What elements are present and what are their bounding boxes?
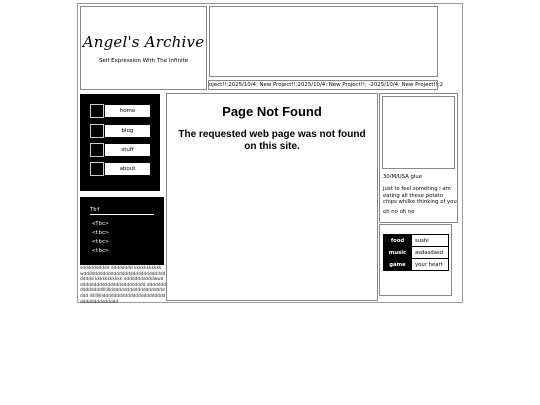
profile-photo <box>382 96 455 169</box>
square-icon <box>90 124 104 138</box>
square-icon <box>90 162 104 176</box>
table-row <box>384 259 449 271</box>
error-message: The requested web page was not found on this site. <box>178 129 366 152</box>
tbc-link[interactable]: <tbc> <box>92 248 109 254</box>
scrawl-text: sdddddddddd dddddddd kkkkkkkkkkk wddddddddddddddddddddddddddddddddddd kkkkkkkkkkk dddddddddddwwddddddddddddddddddddddddd dddddddddddddddlllllllddddddddddddddddddddddd lllllllllllddddddddddddddddddddddddddddddddddddd <box>80 266 166 305</box>
tbc-link[interactable]: <tbc> <box>92 230 109 236</box>
banner-area <box>209 6 438 77</box>
nav-item-stuff[interactable] <box>90 143 151 157</box>
fav-key: music <box>384 247 412 259</box>
tbc-link[interactable]: <tbc> <box>92 239 109 245</box>
news-marquee <box>208 80 444 90</box>
site-title: Angel's Archive <box>82 33 205 51</box>
table-row <box>384 247 449 259</box>
favorites-table <box>383 234 449 271</box>
table-row <box>384 235 449 247</box>
nav-label: about <box>104 162 151 176</box>
tbc-link[interactable]: <Tbc> <box>92 221 109 227</box>
fav-key: game <box>384 259 412 271</box>
nav-label: stuff <box>104 143 151 157</box>
fav-value: your heart <box>412 259 449 271</box>
sidebar-nav <box>80 94 160 191</box>
nav-label: home <box>104 104 151 118</box>
profile-bio: just to feel someting i am eating all these potato chips whilke thinking of you <box>383 186 457 205</box>
nav-item-blog[interactable] <box>90 124 151 138</box>
main-content <box>166 93 378 301</box>
page-title: Page Not Found <box>222 104 322 119</box>
marquee-text: oject!!;2025/10/4: New Project!!;2025/10/4: New Project!!; -2025/10/4: New Project!!;2 <box>209 82 444 88</box>
fav-key: food <box>384 235 412 247</box>
nav-item-about[interactable] <box>90 162 151 176</box>
square-icon <box>90 104 104 118</box>
tbc-heading: Tbf <box>90 207 154 215</box>
square-icon <box>90 143 104 157</box>
profile-info: 30/M/USA glue <box>383 174 422 180</box>
nav-item-home[interactable] <box>90 104 151 118</box>
fav-value: asdasdasd <box>412 247 449 259</box>
nav-label: blog <box>104 124 151 138</box>
tbc-box <box>80 197 164 265</box>
site-subtitle: Self Expression With The Infinite <box>98 58 189 64</box>
logo-box <box>80 6 207 90</box>
fav-value: sushi <box>412 235 449 247</box>
profile-footer: oh no oh no <box>383 209 415 215</box>
